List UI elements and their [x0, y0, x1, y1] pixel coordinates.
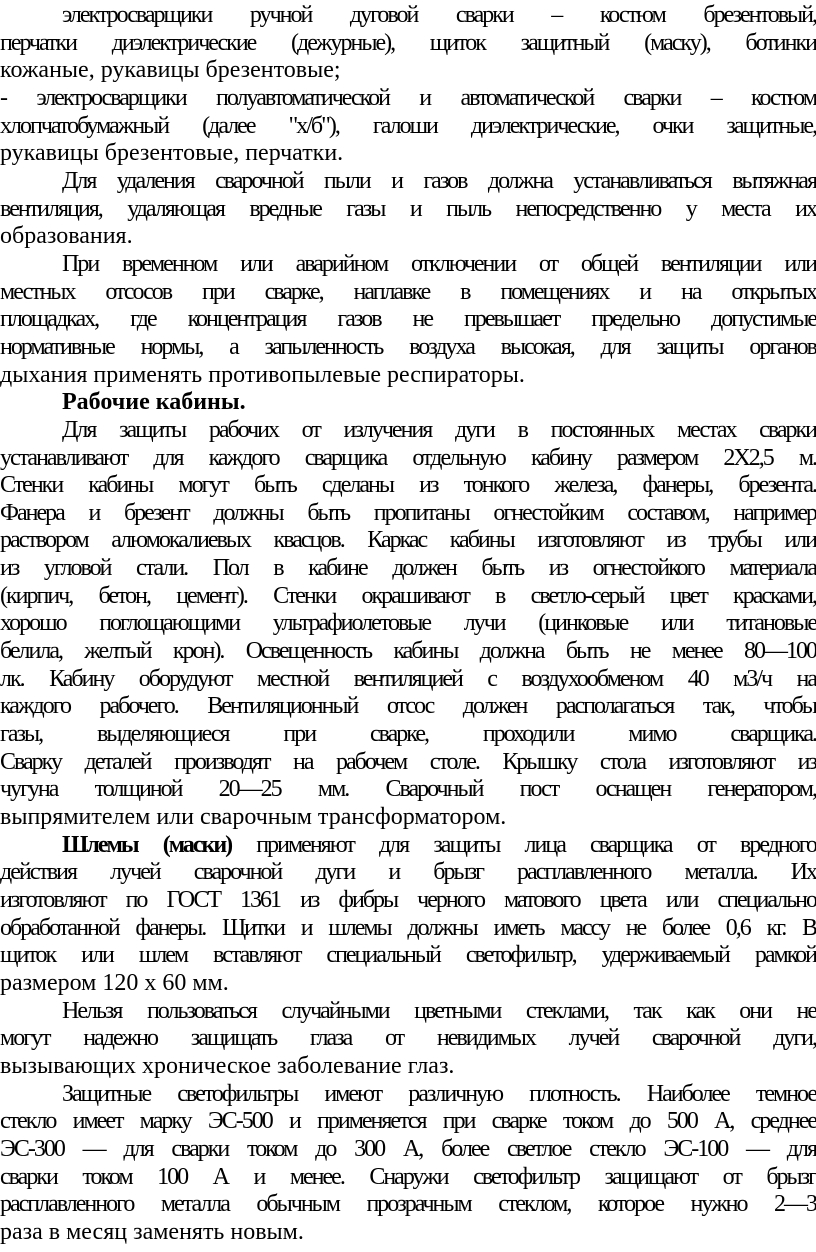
text-line: [0, 555, 816, 583]
text-line: [0, 1108, 816, 1136]
paragraph: [0, 251, 816, 389]
line-text: - электросварщики полуавтоматической и автоматической сварки – костюм: [0, 84, 816, 111]
text-line: [0, 610, 816, 638]
text-line: [0, 859, 816, 887]
line-text: Сварку деталей производят на рабочем столе. Крышку стола изготовляют из: [0, 748, 816, 775]
line-text: выпрямителем или сварочным трансформатором.: [0, 804, 507, 831]
line-text: Для удаления сварочной пыли и газов должна устанавливаться вытяжная: [62, 167, 816, 194]
line-text: щиток или шлем вставляют специальный светофильтр, удерживаемый рамкой: [0, 942, 816, 969]
text-line: [0, 583, 816, 611]
text-line: [0, 832, 816, 860]
text-line: [0, 279, 816, 307]
text-line: [0, 666, 816, 694]
line-text: расплавленного металла обычным прозрачным стеклом, которое нужно 2—3: [0, 1191, 816, 1218]
text-line: [0, 362, 816, 390]
paragraph: [0, 832, 816, 998]
bold-heading: Шлемы (маски): [62, 831, 232, 858]
text-line: [0, 113, 816, 141]
line-text: площадках, где концентрация газов не превышает предельно допустимые: [0, 306, 816, 333]
line-text: раза в месяц заменять новым.: [0, 1218, 304, 1245]
line-text: рукавицы брезентовые, перчатки.: [0, 140, 344, 167]
line-text: устанавливают для каждого сварщика отдельную кабину размером 2Х2,5 м.: [0, 444, 816, 471]
text-line: [0, 1025, 816, 1053]
text-line: [0, 445, 816, 473]
text-line: [0, 1053, 816, 1081]
line-text: местных отсосов при сварке, наплавке в помещениях и на открытых: [0, 278, 816, 305]
paragraph: [0, 998, 816, 1081]
line-text: кожаные, рукавицы брезентовые;: [0, 57, 341, 84]
paragraph: [0, 2, 816, 85]
text-line: [0, 970, 816, 998]
line-text: Нельзя пользоваться случайными цветными стеклами, так как они не: [62, 997, 816, 1024]
line-text: стекло имеет марку ЭС-500 и применяется при сварке током до 500 А, среднее: [0, 1108, 816, 1135]
text-line: [0, 417, 816, 445]
line-text: белила, желтый крон). Освещенность кабины должна быть не менее 80—100: [0, 638, 816, 665]
text-line: [0, 472, 816, 500]
text-line: [0, 306, 816, 334]
paragraph: [0, 168, 816, 251]
text-line: [0, 804, 816, 832]
text-line: [0, 527, 816, 555]
text-line: [0, 749, 816, 777]
line-text: ЭС-300 — для сварки током до 300 А, более светлое стекло ЭС-100 — для: [0, 1135, 816, 1162]
text-line: [0, 2, 816, 30]
text-line: [0, 30, 816, 58]
document-page: [0, 2, 816, 1247]
line-text: хлопчатобумажный (далее "х/б"), галоши диэлектрические, очки защитные,: [0, 112, 816, 139]
line-text: вентиляция, удаляющая вредные газы и пыль непосредственно у места их: [0, 195, 816, 222]
text-line: [0, 998, 816, 1026]
line-text: дыхания применять противопылевые респираторы.: [0, 361, 525, 388]
text-line: [0, 638, 816, 666]
text-line: [0, 693, 816, 721]
line-text: обработанной фанеры. Щитки и шлемы должны иметь массу не более 0,6 кг. В: [0, 914, 816, 941]
line-text: действия лучей сварочной дуги и брызг расплавленного металла. Их: [0, 859, 816, 886]
line-text: сварки током 100 А и менее. Снаружи светофильтр защищают от брызг: [0, 1163, 816, 1190]
line-text: применяют для защиты лица сварщика от вредного: [231, 831, 816, 858]
paragraph: [0, 85, 816, 168]
text-line: [0, 1136, 816, 1164]
line-text: хорошо поглощающими ультрафиолетовые лучи (цинковые или титановые: [0, 610, 816, 637]
text-line: [0, 942, 816, 970]
text-line: [0, 223, 816, 251]
text-line: [0, 334, 816, 362]
paragraph: [0, 1081, 816, 1247]
line-text: газы, выделяющиеся при сварке, проходили мимо сварщика.: [0, 721, 816, 748]
line-text: могут надежно защищать глаза от невидимых лучей сварочной дуги,: [0, 1025, 816, 1052]
line-text: лк. Кабину оборудуют местной вентиляцией с воздухообменом 40 м3/ч на: [0, 665, 816, 692]
line-text: Защитные светофильтры имеют различную плотность. Наиболее темное: [62, 1080, 816, 1107]
text-line: [0, 389, 816, 417]
paragraph: [0, 417, 816, 832]
line-text: (кирпич, бетон, цемент). Стенки окрашивают в светло-серый цвет красками,: [0, 582, 816, 609]
bold-heading: Рабочие кабины.: [62, 389, 246, 416]
line-text: перчатки диэлектрические (дежурные), щиток защитный (маску), ботинки: [0, 29, 816, 56]
text-line: [0, 168, 816, 196]
line-text: Стенки кабины могут быть сделаны из тонкого железа, фанеры, брезента.: [0, 472, 816, 499]
line-text: При временном или аварийном отключении от общей вентиляции или: [62, 250, 816, 277]
line-text: электросварщики ручной дуговой сварки – костюм брезентовый,: [62, 2, 816, 28]
line-text: Фанера и брезент должны быть пропитаны огнестойким составом, например: [0, 499, 816, 526]
line-text: каждого рабочего. Вентиляционный отсос должен располагаться так, чтобы: [0, 693, 816, 720]
line-text: нормативные нормы, а запыленность воздуха высокая, для защиты органов: [0, 333, 816, 360]
text-line: [0, 196, 816, 224]
text-line: [0, 500, 816, 528]
text-line: [0, 1164, 816, 1192]
text-line: [0, 85, 816, 113]
text-line: [0, 1191, 816, 1219]
line-text: Для защиты рабочих от излучения дуги в постоянных местах сварки: [62, 416, 816, 443]
line-text: вызывающих хроническое заболевание глаз.: [0, 1052, 455, 1079]
line-text: из угловой стали. Пол в кабине должен быть из огнестойкого материала: [0, 555, 816, 582]
line-text: изготовляют по ГОСТ 1361 из фибры черного матового цвета или специально: [0, 887, 816, 913]
text-line: [0, 721, 816, 749]
text-line: [0, 776, 816, 804]
text-line: [0, 1081, 816, 1109]
text-line: [0, 887, 816, 915]
text-line: [0, 140, 816, 168]
line-text: размером 120 х 60 мм.: [0, 969, 229, 996]
paragraph: [0, 389, 816, 417]
text-line: [0, 1219, 816, 1247]
text-line: [0, 57, 816, 85]
text-line: [0, 251, 816, 279]
line-text: образования.: [0, 223, 133, 250]
text-line: [0, 915, 816, 943]
line-text: раствором алюмокалиевых квасцов. Каркас кабины изготовляют из трубы или: [0, 527, 816, 554]
line-text: чугуна толщиной 20—25 мм. Сварочный пост оснащен генератором,: [0, 776, 816, 803]
